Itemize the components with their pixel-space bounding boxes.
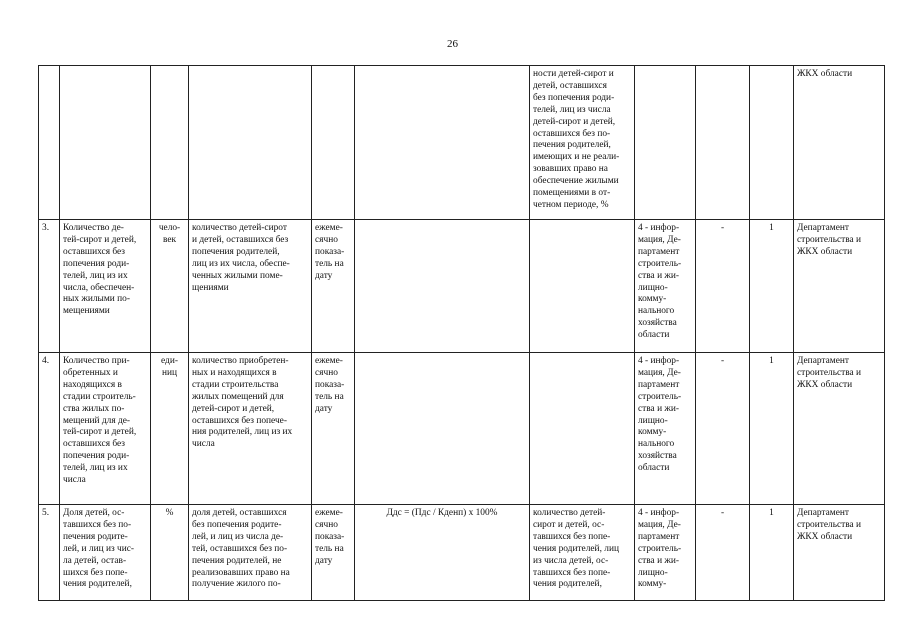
cell-text-line: доля детей, оставшихся (192, 508, 287, 518)
cell-text-line: области (638, 463, 670, 474)
cell-text-line: комму- (638, 579, 667, 590)
cell-text-line: строитель- (638, 391, 682, 402)
responsible-cell (794, 353, 885, 505)
periodicity-cell (312, 220, 355, 353)
cell-text-line: лищно- (638, 282, 668, 293)
cell-text-line: ниц (161, 367, 178, 378)
cell-text-line: тель на (315, 258, 344, 269)
cell-text-line: без попечения родите- (192, 519, 282, 530)
cell-text-line: имеющих и не реали- (533, 152, 620, 163)
cell-text: 1 (769, 508, 774, 518)
row-number-cell (39, 220, 60, 353)
cell-text-line: и детей, оставшихся без (192, 234, 289, 245)
cell-text-line: чения родителей, лиц (533, 543, 619, 554)
collection-method-cell (635, 353, 696, 505)
cell-text-line: 4 - инфор- (638, 508, 680, 518)
cell-text-line: чения родителей, (63, 579, 132, 590)
row-number-cell (39, 505, 60, 601)
formula-variables-cell (530, 505, 635, 601)
cell-text-line: лищно- (638, 567, 668, 578)
cell-text-line: мещений для де- (63, 415, 131, 426)
cell-text-line: сирот и детей, ос- (533, 519, 605, 530)
cell-text-line: тей-сирот и детей, (63, 234, 137, 245)
cell-text-line: оставшихся без по- (533, 128, 611, 139)
periodicity-cell (312, 66, 355, 220)
cell-text-line: строитель- (638, 543, 682, 554)
cell-text-line: еди- (161, 356, 178, 366)
cell-text: - (720, 508, 725, 518)
cell-text-line: мещениями (63, 306, 110, 317)
cell-text-line: тавшихся без попе- (533, 567, 611, 578)
cell-text-line: комму- (638, 427, 667, 438)
column-9-cell (696, 220, 750, 353)
periodicity-cell (312, 505, 355, 601)
cell-text-line: помещениями в от- (533, 188, 611, 199)
cell-text-line: хозяйства (638, 318, 677, 329)
cell-text-line: % (165, 508, 174, 518)
unit-cell (151, 505, 189, 601)
cell-text-line: ности детей-сирот и (533, 69, 614, 79)
cell-text-line: ЖКХ области (797, 531, 853, 542)
cell-text-line: лищно- (638, 415, 668, 426)
cell-text-line: век (162, 234, 177, 245)
periodicity-cell (312, 353, 355, 505)
cell-text-line: 4 - инфор- (638, 223, 680, 233)
cell-text-line: обретенных и (63, 367, 118, 378)
cell-text-line: телей, лиц из их (63, 463, 128, 474)
collection-method-cell (635, 220, 696, 353)
cell-text-line: нального (638, 439, 675, 450)
column-9-cell (696, 353, 750, 505)
cell-text-line: попечения роди- (63, 258, 130, 269)
cell-text-line: партамент (638, 531, 680, 542)
cell-text-line: без попечения роди- (533, 92, 615, 103)
cell-text-line: показа- (315, 246, 345, 257)
collection-method-cell (635, 505, 696, 601)
cell-text-line: мация, Де- (638, 519, 681, 530)
unit-cell (151, 66, 189, 220)
table-row (39, 220, 885, 353)
cell-text: 3. (42, 223, 50, 233)
cell-text-line: телей, лиц из их (63, 270, 128, 281)
cell-text-line: чения родителей, (533, 579, 602, 590)
cell-text-line: жилых помещений для (192, 391, 284, 402)
cell-text-line: партамент (638, 246, 680, 257)
definition-cell (189, 353, 312, 505)
cell-text-line: находящихся в (63, 379, 122, 390)
cell-text-line: партамент (638, 379, 680, 390)
cell-text-line: телей, лиц из числа (533, 104, 611, 115)
row-number-cell (39, 66, 60, 220)
cell-text-line: сячно (315, 367, 338, 378)
formula-variables-cell (530, 66, 635, 220)
definition-cell (189, 66, 312, 220)
cell-text-line: ченных жилыми поме- (192, 270, 283, 281)
column-10-cell (750, 220, 794, 353)
cell-text-line: тель на (315, 543, 344, 554)
cell-text-line: лей, и лиц из числа де- (192, 531, 284, 542)
cell-text-line: детей, оставшихся (533, 80, 607, 91)
cell-text-line: ства и жи- (638, 403, 680, 414)
indicator-name-cell (60, 353, 151, 505)
responsible-cell (794, 220, 885, 353)
cell-text-line: 4 - инфор- (638, 356, 680, 366)
cell-text-line: лиц из их числа, обеспе- (192, 258, 290, 269)
cell-text-line: Департамент (797, 356, 849, 366)
column-9-cell (696, 505, 750, 601)
cell-text: 1 (769, 356, 774, 366)
cell-text-line: Доля детей, ос- (63, 508, 125, 518)
cell-text-line: ежеме- (315, 356, 343, 366)
cell-text-line: оставшихся без (63, 439, 125, 450)
cell-text-line: дату (315, 270, 333, 281)
cell-text-line: шихся без попе- (63, 567, 128, 578)
cell-text-line: щениями (192, 282, 229, 293)
cell-text-line: ла детей, остав- (63, 555, 127, 566)
cell-text-line: оставшихся без попече- (192, 415, 287, 426)
cell-text: - (720, 356, 725, 366)
cell-text-line: тей, оставшихся без по- (192, 543, 288, 554)
row-number-cell (39, 353, 60, 505)
formula-variables-cell (530, 220, 635, 353)
cell-text-line: количество детей- (533, 508, 606, 518)
definition-cell (189, 505, 312, 601)
cell-text-line: сячно (315, 234, 338, 245)
unit-cell (151, 353, 189, 505)
cell-text-line: ства и жи- (638, 555, 680, 566)
cell-text-line: количество детей-сирот (192, 223, 287, 233)
column-10-cell (750, 505, 794, 601)
indicator-name-cell (60, 505, 151, 601)
table-row (39, 66, 885, 220)
cell-text-line: чело- (158, 223, 181, 233)
responsible-cell (794, 66, 885, 220)
cell-text-line: ежеме- (315, 508, 343, 518)
cell-text-line: оставшихся без (63, 246, 125, 257)
cell-text-line: Ддс = (Пдс / Кденп) x 100% (386, 508, 498, 518)
cell-text-line: показа- (315, 531, 345, 542)
cell-text-line: строительства и (797, 367, 862, 378)
column-10-cell (750, 353, 794, 505)
cell-text-line: нального (638, 306, 675, 317)
cell-text-line: мация, Де- (638, 234, 681, 245)
cell-text-line: строитель- (638, 258, 682, 269)
cell-text-line: мация, Де- (638, 367, 681, 378)
formula-cell (355, 66, 530, 220)
cell-text-line: тавшихся без по- (63, 519, 132, 530)
cell-text-line: ния родителей, лиц из их (192, 427, 293, 438)
cell-text-line: ЖКХ области (797, 246, 853, 257)
cell-text-line: детей-сирот и детей, (533, 116, 616, 127)
cell-text-line: показа- (315, 379, 345, 390)
formula-variables-cell (530, 353, 635, 505)
cell-text-line: строительства и (797, 519, 862, 530)
cell-text-line: попечения роди- (63, 451, 130, 462)
cell-text-line: четном периоде, % (533, 199, 609, 210)
cell-text-line: детей-сирот и детей, (192, 403, 275, 414)
cell-text: 1 (769, 223, 774, 233)
cell-text-line: обеспечение жилыми (533, 176, 619, 187)
cell-text-line: числа, обеспечен- (63, 282, 135, 293)
cell-text-line: сячно (315, 519, 338, 530)
cell-text-line: ных и находящихся в (192, 367, 277, 378)
indicator-name-cell (60, 220, 151, 353)
cell-text-line: ства жилых по- (63, 403, 125, 414)
column-10-cell (750, 66, 794, 220)
cell-text: 4. (42, 356, 50, 366)
cell-text-line: тей-сирот и детей, (63, 427, 137, 438)
cell-text-line: комму- (638, 294, 667, 305)
cell-text-line: ЖКХ области (797, 69, 853, 79)
indicator-name-cell (60, 66, 151, 220)
cell-text-line: хозяйства (638, 451, 677, 462)
cell-text-line: зовавших право на (533, 164, 608, 175)
collection-method-cell (635, 66, 696, 220)
cell-text-line: печения родителей, не (192, 555, 282, 566)
definition-cell (189, 220, 312, 353)
cell-text-line: ЖКХ области (797, 379, 853, 390)
cell-text-line: Количество де- (63, 223, 124, 233)
cell-text-line: Департамент (797, 223, 849, 233)
column-9-cell (696, 66, 750, 220)
cell-text-line: попечения родителей, (192, 246, 280, 257)
responsible-cell (794, 505, 885, 601)
cell-text-line: печения родите- (63, 531, 128, 542)
cell-text-line: количество приобретен- (192, 356, 289, 366)
page-number: 26 (447, 38, 458, 50)
cell-text-line: Количество при- (63, 356, 130, 366)
cell-text-line: числа (192, 439, 215, 450)
cell-text-line: области (638, 330, 670, 341)
cell-text: - (720, 223, 725, 233)
cell-text-line: печения родителей, (533, 140, 611, 151)
indicators-table (38, 65, 885, 601)
cell-text-line: ных жилыми по- (63, 294, 130, 305)
cell-text-line: дату (315, 403, 333, 414)
cell-text-line: лей, и лиц из чис- (63, 543, 135, 554)
cell-text-line: ежеме- (315, 223, 343, 233)
formula-cell (355, 505, 530, 601)
cell-text-line: из числа детей, ос- (533, 555, 609, 566)
cell-text-line: числа (63, 475, 86, 486)
cell-text-line: реализовавших право на (192, 567, 290, 578)
cell-text-line: ства и жи- (638, 270, 680, 281)
cell-text-line: стадии строительства (192, 379, 279, 390)
cell-text: 5. (42, 508, 50, 518)
table-row (39, 353, 885, 505)
cell-text-line: строительства и (797, 234, 862, 245)
formula-cell (355, 353, 530, 505)
cell-text-line: тель на (315, 391, 344, 402)
cell-text-line: тавшихся без попе- (533, 531, 611, 542)
cell-text-line: дату (315, 555, 333, 566)
cell-text-line: Департамент (797, 508, 849, 518)
table-row (39, 505, 885, 601)
formula-cell (355, 220, 530, 353)
cell-text-line: получение жилого по- (192, 579, 281, 590)
cell-text-line: стадии строитель- (63, 391, 136, 402)
unit-cell (151, 220, 189, 353)
